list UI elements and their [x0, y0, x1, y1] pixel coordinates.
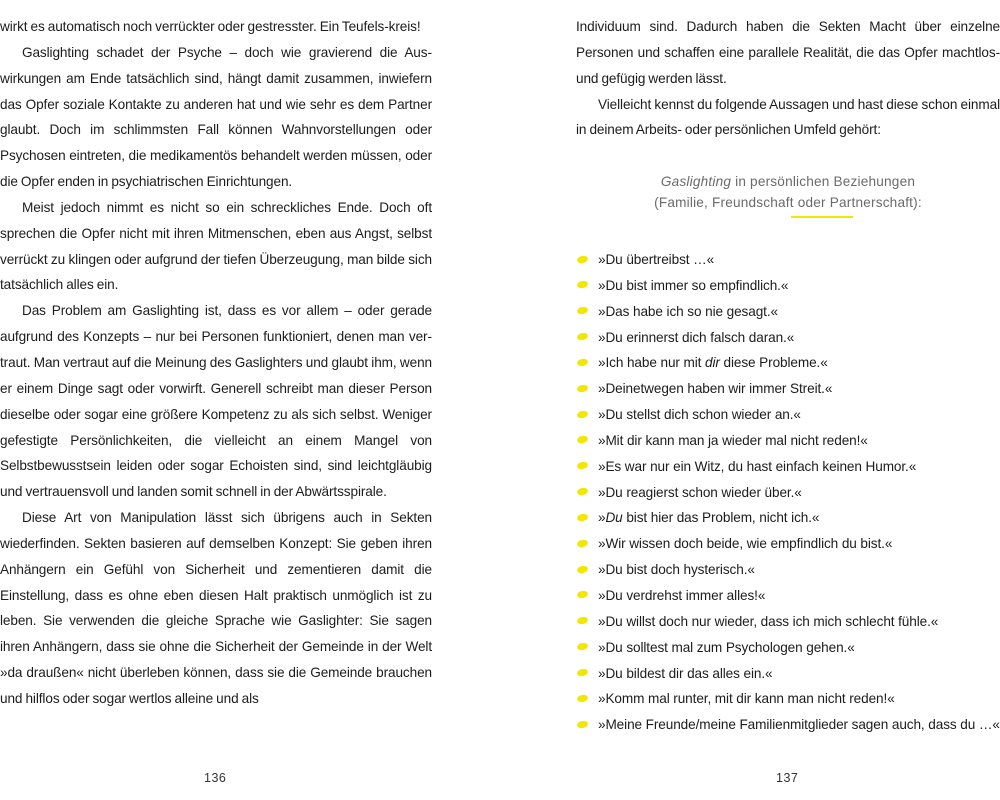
bullet-icon	[576, 332, 588, 341]
list-item	[576, 712, 1000, 738]
right-body-text	[576, 14, 1000, 143]
bullet-icon	[576, 409, 588, 418]
bullet-icon	[576, 254, 588, 263]
page-number-left: 136	[204, 771, 227, 785]
list-item	[576, 635, 1000, 661]
quote-text: »Du verdrehst immer alles!«	[598, 587, 766, 603]
quote-text: »Meine Freunde/meine Familienmitglieder sagen auch, dass du …«	[598, 717, 1000, 733]
list-item	[576, 686, 1000, 712]
quote-text: »Du willst doch nur wieder, dass ich mich schlecht fühle.«	[598, 613, 939, 629]
quote-text: »Mit dir kann man ja wieder mal nicht reden!«	[598, 432, 868, 448]
bullet-icon	[576, 720, 588, 729]
quote-text: »Das habe ich so nie gesagt.«	[598, 303, 778, 319]
subheading-line-1	[576, 171, 1000, 192]
bullet-icon	[576, 384, 588, 393]
quote-text: »Du bildest dir das alles ein.«	[598, 665, 773, 681]
quote-text: »Du reagierst schon wieder über.«	[598, 484, 802, 500]
quote-emphasis: Du	[605, 510, 623, 526]
quote-text: »Du solltest mal zum Psychologen gehen.«	[598, 639, 855, 655]
quote-text: »	[598, 510, 606, 526]
paragraph: Gaslighting schadet der Psyche – doch wie gravierend die Auswirkungen am Ende tatsächlich sind, hängt damit zusammen, inwiefern das Opfer soziale Kontakte zu anderen hat und wie sehr es dem Partner glaubt. Doch im schlimmsten Fall können Wahnvorstellungen oder Psychosen eintreten, die medikamentös behandelt werden müssen, oder die Opfer enden in psychiatrischen Einrichtungen.	[0, 44, 432, 190]
bullet-icon	[576, 642, 588, 651]
paragraph: Individuum sind. Dadurch haben die Sekten Macht über einzelne Personen und schaffen eine parallele Realität, die das Opfer machtlos- und gefügig werden lässt.	[576, 19, 1000, 86]
right-page	[540, 0, 1000, 800]
left-page	[0, 0, 460, 800]
bullet-icon	[576, 306, 588, 315]
quote-text: »Du stellst dich schon wieder an.«	[598, 407, 801, 423]
bullet-icon	[576, 435, 588, 444]
left-body-text	[0, 14, 432, 712]
bullet-icon	[576, 358, 588, 367]
list-item	[576, 428, 1000, 454]
bullet-icon	[576, 565, 588, 574]
list-item	[576, 661, 1000, 687]
paragraph: wirkt es automatisch noch verrückter oder gestresster. Ein Teufels-kreis!	[0, 19, 421, 34]
quote-text: »Es war nur ein Witz, du hast einfach keinen Humor.«	[598, 458, 917, 474]
quote-text: »Du erinnerst dich falsch daran.«	[598, 329, 795, 345]
quote-emphasis: dir	[705, 355, 720, 371]
quote-text: bist hier das Problem, nicht ich.«	[622, 510, 820, 526]
quote-text: »Wir wissen doch beide, wie empfindlich du bist.«	[598, 536, 893, 552]
paragraph: Diese Art von Manipulation lässt sich übrigens auch in Sekten wiederfinden. Sekten basieren auf demselben Konzept: Sie geben ihren Anhängern ein Gefühl von Sicherheit und zementieren damit die Einstellung, dass es ohne eben diesen Halt praktisch unmöglich ist zu leben. Sie verwenden die gleiche Sprache wie Gaslighter: Sie sagen ihren Anhängern, dass sie ohne die Sicherheit der Gemeinde in der Welt »da draußen« nicht überleben können, dass sie die Gemeinde brauchen und hilflos oder sogar wertlos alleine und als	[0, 510, 432, 706]
bullet-icon	[576, 668, 588, 677]
list-item	[576, 325, 1000, 351]
list-item	[576, 557, 1000, 583]
bullet-icon	[576, 461, 588, 470]
bullet-icon	[576, 616, 588, 625]
bullet-icon	[576, 487, 588, 496]
bullet-icon	[576, 539, 588, 548]
quote-text: »Komm mal runter, mit dir kann man nicht reden!«	[598, 691, 895, 707]
subheading-term: Gaslighting	[660, 174, 732, 189]
quote-list	[576, 247, 1000, 738]
quote-text: »Du bist immer so empfindlich.«	[598, 277, 789, 293]
bullet-icon	[576, 280, 588, 289]
list-item	[576, 402, 1000, 428]
bullet-icon	[576, 513, 588, 522]
list-item	[576, 454, 1000, 480]
bullet-icon	[576, 590, 588, 599]
accent-rule	[791, 216, 853, 218]
paragraph: Das Problem am Gaslighting ist, dass es vor allem – oder gerade aufgrund des Konzepts – nur bei Personen funktioniert, denen man vertraut. Man vertraut auf die Meinung des Gaslighters und glaubt ihm, wenn er einem Dinge sagt oder vorwirft. Generell schreibt man dieser Person dieselbe oder sogar eine größere Kompetenz zu als sich selbst. Weniger gefestigte Persönlichkeiten, die vielleicht an einem Mangel von Selbstbewusstsein leiden oder sogar Echoisten sind, sind leichtgläubig und vertrauensvoll und landen somit schnell in der Abwärtsspirale.	[0, 303, 432, 500]
quote-text: »Du übertreibst …«	[598, 252, 715, 267]
page-number-right: 137	[776, 771, 799, 785]
list-item	[576, 247, 1000, 273]
list-item	[576, 583, 1000, 609]
list-item	[576, 273, 1000, 299]
quote-text: »Deinetwegen haben wir immer Streit.«	[598, 381, 833, 397]
paragraph: Vielleicht kennst du folgende Aussagen und hast diese schon einmal in deinem Arbeits- oder persönlichen Umfeld gehört:	[576, 96, 1000, 138]
list-item	[576, 531, 1000, 557]
paragraph: Meist jedoch nimmt es nicht so ein schreckliches Ende. Doch oft sprechen die Opfer nicht mit ihren Mitmenschen, eben aus Angst, selbst verrückt zu klingen oder aufgrund der tiefen Überzeugung, man bilde sich tatsächlich alles ein.	[0, 199, 432, 293]
list-item	[576, 609, 1000, 635]
quote-text: diese Probleme.«	[719, 355, 828, 371]
list-item	[576, 299, 1000, 325]
bullet-icon	[576, 694, 588, 703]
subheading-line-1-rest: in persönlichen Beziehungen	[731, 174, 916, 189]
list-item	[576, 480, 1000, 506]
quote-text: »Du bist doch hysterisch.«	[598, 562, 755, 578]
list-item	[576, 376, 1000, 402]
quote-text: »Ich habe nur mit	[598, 355, 706, 371]
subheading-line-2: (Familie, Freundschaft oder Partnerschaft):	[654, 195, 922, 210]
list-item	[576, 505, 1000, 531]
list-item	[576, 350, 1000, 376]
section-subheading	[576, 171, 1000, 213]
